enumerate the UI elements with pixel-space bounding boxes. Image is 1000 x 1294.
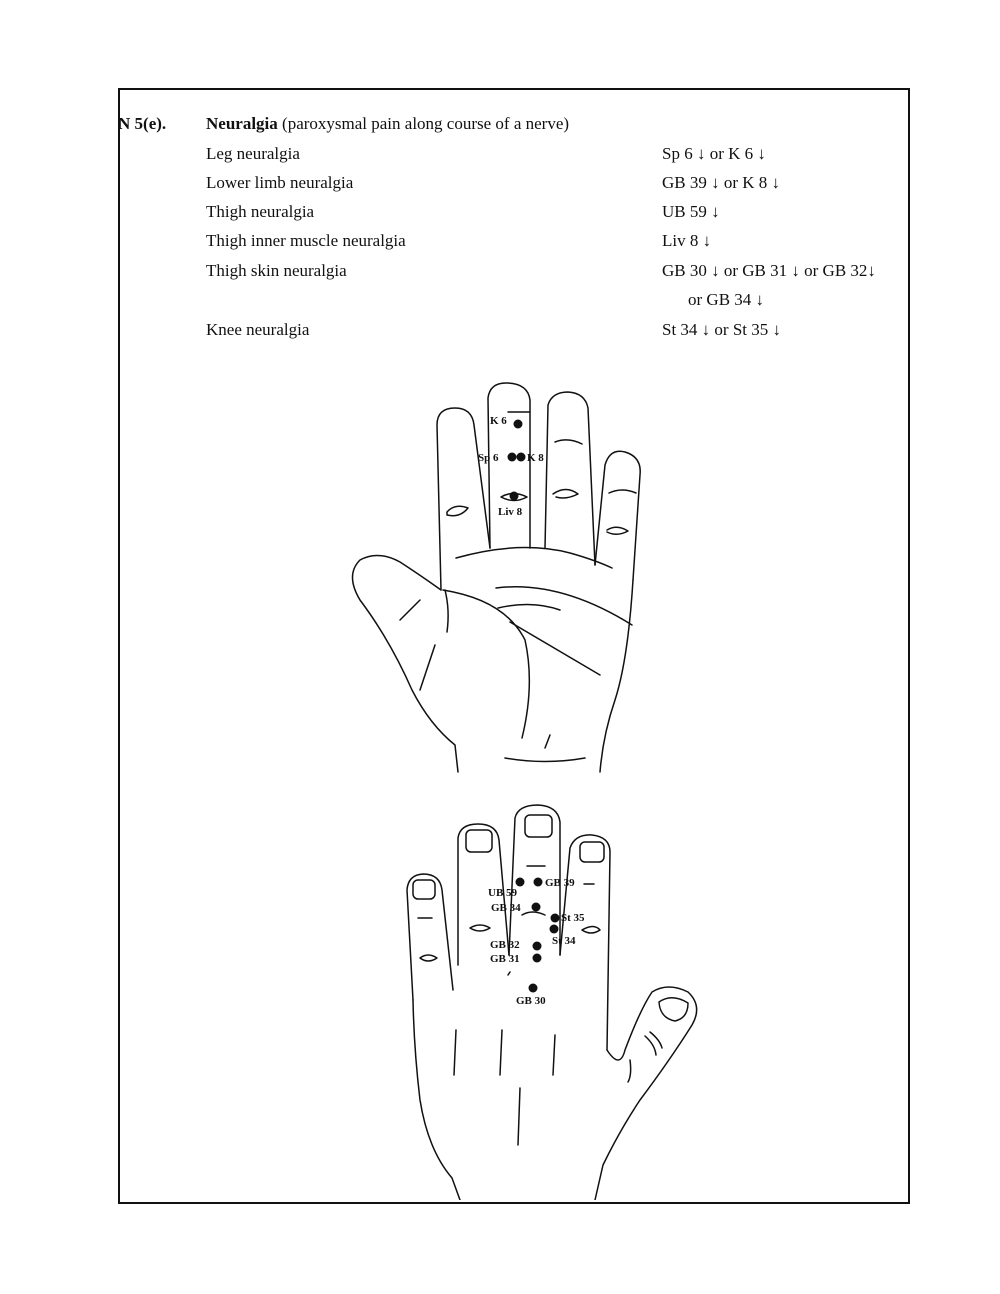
point-gb39	[534, 878, 543, 887]
back-hand-diagram	[390, 800, 710, 1200]
row-points-thigh: UB 59 ↓	[662, 202, 720, 221]
label-gb34: GB 34	[491, 902, 521, 914]
palm-hand-diagram	[330, 380, 670, 780]
row-points-thigh-skin: GB 30 ↓ or GB 31 ↓ or GB 32↓	[662, 261, 876, 280]
row-label-thigh: Thigh neuralgia	[206, 202, 315, 221]
palm-crease-lines	[400, 412, 636, 748]
label-k8: K 8	[527, 452, 544, 464]
point-gb32	[533, 942, 542, 951]
section-subtitle: (paroxysmal pain along course of a nerve)	[282, 114, 570, 133]
label-sp6: Sp 6	[478, 452, 499, 464]
row-points-lower-limb: GB 39 ↓ or K 8 ↓	[662, 173, 781, 192]
back-hand-outline	[407, 805, 697, 1200]
point-gb30	[529, 984, 538, 993]
point-k6	[514, 420, 523, 429]
label-liv8: Liv 8	[498, 506, 523, 518]
label-gb39: GB 39	[545, 877, 575, 889]
point-gb31	[533, 954, 542, 963]
row-points-thigh-skin-cont: or GB 34 ↓	[688, 290, 765, 309]
row-label-knee: Knee neuralgia	[206, 320, 310, 339]
palm-acupoints	[508, 420, 526, 501]
label-gb30: GB 30	[516, 995, 546, 1007]
point-ub59	[516, 878, 525, 887]
label-gb32: GB 32	[490, 939, 520, 951]
point-st35	[551, 914, 560, 923]
row-label-thigh-inner: Thigh inner muscle neuralgia	[206, 231, 406, 250]
section-title: Neuralgia	[206, 114, 278, 133]
palm-hand-outline	[353, 383, 641, 772]
point-k8	[517, 453, 526, 462]
point-sp6	[508, 453, 517, 462]
section-code: N 5(e).	[118, 114, 167, 133]
label-st34: St 34	[552, 935, 576, 947]
row-label-lower-limb: Lower limb neuralgia	[206, 173, 354, 192]
row-points-leg: Sp 6 ↓ or K 6 ↓	[662, 144, 766, 163]
label-st35: St 35	[561, 912, 585, 924]
point-liv8	[510, 492, 519, 501]
point-gb34	[532, 903, 541, 912]
point-st34	[550, 925, 559, 934]
row-label-leg: Leg neuralgia	[206, 144, 300, 163]
row-points-thigh-inner: Liv 8 ↓	[662, 231, 712, 250]
section-heading	[206, 114, 569, 134]
label-gb31: GB 31	[490, 953, 520, 965]
row-label-thigh-skin: Thigh skin neuralgia	[206, 261, 347, 280]
label-k6: K 6	[490, 415, 507, 427]
label-ub59: UB 59	[488, 887, 518, 899]
row-points-knee: St 34 ↓ or St 35 ↓	[662, 320, 782, 339]
